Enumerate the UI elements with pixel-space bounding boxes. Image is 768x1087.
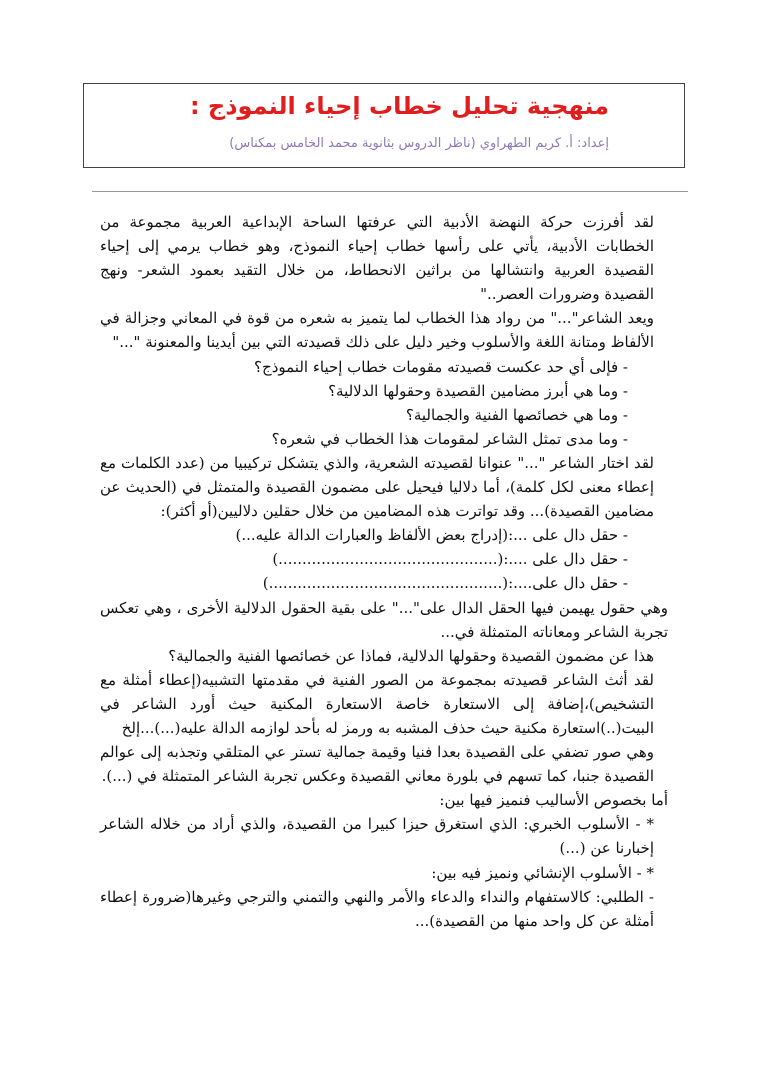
semantic-field-2: - حقل دال على ....:(..............................................) bbox=[272, 550, 628, 569]
horizontal-divider bbox=[92, 191, 688, 192]
semantic-field-3: - حقل دال على....:(.................................................) bbox=[262, 574, 628, 593]
transition-paragraph: هذا عن مضمون القصيدة وحقولها الدلالية، فماذا عن خصائصها الفنية والجمالية؟ bbox=[168, 646, 654, 665]
imagery-paragraph: لقد أثث الشاعر قصيدته بمجموعة من الصور الفنية في مقدمتها التشبيه(إعطاء أمثلة مع التشخيص)،إضافة إلى الاستعارة خاصة الاستعارة المكنية حيث أورد الشاعر في البيت(..)استعارة مكنية حيث حذف المشبه به ورمز له بأحد لوازمه الدالة عليه(...)...إلخ bbox=[100, 670, 654, 737]
title-analysis-paragraph: لقد اختار الشاعر "..." عنوانا لقصيدته الشعرية، والذي يتشكل تركيبيا من (عدد الكلمات مع إعطاء معنى لكل كلمة)، أما دلاليا فيحيل على مضمون القصيدة والمتمثل في (الحديث عن مضامين القصيدة)... وقد تواترت هذه المضامين من خلال حقلين دلاليين(أو أكثر): bbox=[100, 453, 654, 521]
question-3: - وما هي خصائصها الفنية والجمالية؟ bbox=[405, 405, 628, 424]
document-body bbox=[100, 210, 668, 933]
imagery-effect-paragraph: وهي صور تضفي على القصيدة بعدا فنيا وقيمة جمالية تستر عي المتلقي وتجذبه إلى عوالم القصيدة جنبا، كما تسهم في بلورة معاني القصيدة وعكس تجربة الشاعر المتمثلة في (...). bbox=[100, 743, 654, 786]
request-style-paragraph: - الطلبي: كالاستفهام والنداء والدعاء والأمر والنهي والتمني والترجي وغيرها(ضرورة إعطاء أمثلة عن كل واحد منها من القصيدة)... bbox=[100, 887, 654, 930]
document-title: منهجية تحليل خطاب إحياء النموذج : bbox=[189, 92, 609, 120]
intro-paragraph: لقد أفرزت حركة النهضة الأدبية التي عرفتها الساحة الإبداعية العربية مجموعة من الخطابات الأدبية، يأتي على رأسها خطاب إحياء النموذج، وهو خطاب يرمي إلى إحياء القصيدة العربية وانتشالها من براثين الانحطاط، من خلال التقيد بعمود الشعر- ونهج القصيدة وضرورات العصر.." bbox=[100, 213, 654, 304]
poet-paragraph: ويعد الشاعر"..." من رواد هذا الخطاب لما يتميز به شعره من قوة في المعاني وجزالة في الألفاظ ومتانة اللغة والأسلوب وخير دليل على ذلك قصيدته التي بين أيدينا والمعنونة "..." bbox=[100, 309, 654, 352]
question-4: - وما مدى تمثل الشاعر لمقومات هذا الخطاب في شعره؟ bbox=[271, 429, 628, 448]
semantic-field-1: - حقل دال على ...:(إدراج بعض الألفاظ والعبارات الدالة عليه...) bbox=[235, 526, 628, 545]
question-1: - فإلى أي حد عكست قصيدته مقومات خطاب إحياء النموذج؟ bbox=[254, 357, 628, 376]
constructive-style-heading: * - الأسلوب الإنشائي ونميز فيه بين: bbox=[431, 863, 654, 882]
fields-conclusion-paragraph: وهي حقول يهيمن فيها الحقل الدال على"..." على بقية الحقول الدلالية الأخرى ، وهي تعكس تجربة الشاعر ومعاناته المتمثلة في... bbox=[100, 598, 668, 641]
title-box bbox=[83, 83, 685, 168]
declarative-style-paragraph: * - الأسلوب الخبري: الذي استغرق حيزا كبيرا من القصيدة، والذي أراد من خلاله الشاعر إخبارنا عن (...) bbox=[100, 815, 654, 858]
question-2: - وما هي أبرز مضامين القصيدة وحقولها الدلالية؟ bbox=[328, 381, 628, 400]
styles-intro: أما بخصوص الأساليب فنميز فيها بين: bbox=[439, 791, 668, 810]
author-line: إعداد: أ. كريم الطهراوي (ناظر الدروس بثانوية محمد الخامس بمكناس) bbox=[229, 136, 609, 151]
